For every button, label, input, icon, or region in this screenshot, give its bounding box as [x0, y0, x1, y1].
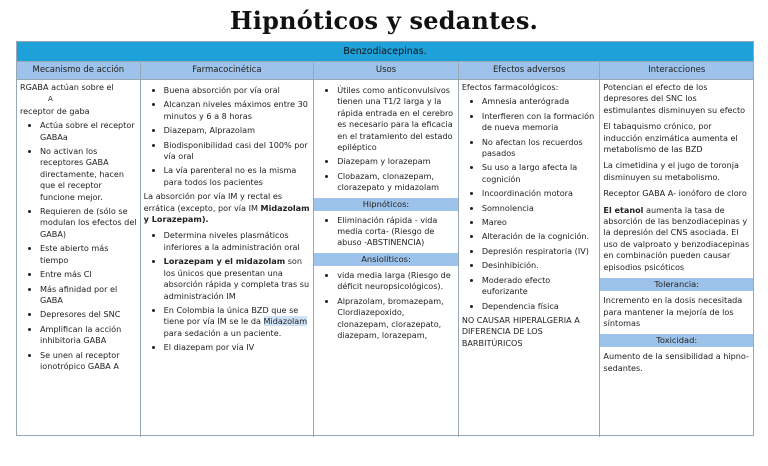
intro-part: receptor de gaba	[20, 105, 90, 116]
interaccion-paragraph: Aumento de la sensibilidad a hipno-sedantes.	[603, 351, 749, 373]
usos-list-2	[317, 215, 455, 249]
item-text: para sedación a un paciente.	[163, 327, 282, 338]
list-item: • Alprazolam, bromazepam, Clordiazepoxido, clonazepam, clorazepato, diazepam, lorazepam,	[337, 296, 455, 342]
list-item: • Útiles como anticonvulsivos tienen una T1/2 larga y la rápida entrada en el cerebro es necesario para la eficacia en el tratamiento del estado epiléptico	[337, 85, 455, 153]
adversos-list	[462, 96, 597, 312]
intro-part: RGABA	[20, 82, 49, 92]
usos-list-1	[317, 85, 455, 194]
list-item: • La vía parenteral no es la misma para todos los pacientes	[164, 165, 311, 188]
farmaco-paragraph	[144, 191, 311, 225]
list-item: • Incoordinación motora	[482, 188, 597, 199]
header-usos: Usos	[314, 62, 459, 79]
usos-list-3	[317, 270, 455, 341]
list-item: • Somnolencia	[482, 203, 597, 214]
list-item: • Buena absorción por vía oral	[164, 85, 311, 96]
adversos-intro: Efectos farmacológicos:	[461, 82, 559, 92]
column-farmacocinetica	[141, 80, 315, 437]
list-item: • Desinhibición.	[482, 260, 597, 271]
farmaco-list-1	[144, 85, 311, 188]
header-farmacocinetica: Farmacocinética	[141, 62, 315, 79]
list-item: • Requieren de (sólo se modulan los efectos del GABA)	[40, 206, 137, 240]
subheader-tolerancia: Tolerancia:	[600, 278, 753, 291]
item-text: En Colombia la única BZD que se tiene por vía IM se le da	[163, 304, 299, 327]
list-item: • Amnesia anterógrada	[482, 96, 597, 107]
list-item: • Depresores del SNC	[40, 309, 137, 320]
paragraph-bold: Midazolam y Lorazepam).	[143, 202, 310, 225]
list-item: • Amplifican la acción inhibitoria GABA	[40, 324, 137, 347]
list-item: • Dependencia física	[482, 301, 597, 312]
list-item: • Mareo	[482, 217, 597, 228]
intro-part: actúan sobre el	[51, 82, 114, 92]
column-usos	[314, 80, 459, 437]
mecanismo-list	[20, 120, 137, 372]
header-interacciones: Interacciones	[648, 65, 706, 75]
list-item: • vida media larga (Riesgo de déficit neuropsicológicos).	[337, 270, 455, 293]
mecanismo-intro	[20, 82, 137, 117]
list-item: • Clobazam, clonazepam, clorazepato y midazolam	[337, 171, 455, 194]
list-item: • Eliminación rápida - vida media corta- (Riesgo de abuso -ABSTINENCIA)	[337, 215, 455, 249]
list-item: • Actúa sobre el receptor GABAa	[40, 120, 137, 143]
list-item	[164, 256, 311, 302]
interaccion-paragraph: Incremento en la dosis necesitada para mantener la mejoría de los síntomas	[603, 295, 743, 328]
farmaco-list-2	[144, 230, 311, 353]
interaccion-paragraph: La cimetidina y el jugo de toronja disminuyen su metabolismo.	[603, 160, 739, 182]
header-mecanismo: Mecanismo de acción	[17, 62, 141, 79]
adversos-note: NO CAUSAR HIPERALGERIA A DIFERENCIA DE LOS BARBITÚRICOS	[461, 314, 580, 348]
header-efectos-adversos: Efectos adversos	[459, 62, 601, 79]
benzodiazepine-table	[16, 41, 754, 436]
interaccion-paragraph: Receptor GABA A- ionóforo de cloro	[603, 188, 747, 199]
list-item: • Moderado efecto euforizante	[482, 275, 597, 298]
subheader-hipnoticos: Hipnóticos:	[314, 198, 458, 211]
list-item: • Depresión respiratoria (IV)	[482, 246, 597, 257]
list-item: • Biodisponibilidad casi del 100% por vía oral	[164, 140, 311, 163]
list-item: • Determina niveles plasmáticos inferiores a la administración oral	[164, 230, 311, 253]
page-title: Hipnóticos y sedantes.	[229, 6, 539, 35]
list-item: • No afectan los recuerdos pasados	[482, 137, 597, 160]
list-item	[164, 305, 311, 339]
bold-text: El etanol	[603, 204, 644, 215]
table-banner: Benzodiacepinas.	[17, 42, 753, 62]
column-mecanismo	[17, 80, 141, 437]
intro-subscript: A	[48, 95, 53, 104]
list-item: • Este abierto más tiempo	[40, 243, 137, 266]
list-item: • Más afinidad por el GABA	[40, 284, 137, 307]
list-item: • El diazepam por vía IV	[164, 342, 311, 353]
paragraph-text: La absorción por vía IM y rectal es errática (excepto, por vía IM	[143, 191, 283, 213]
subheader-toxicidad: Toxicidad:	[600, 334, 753, 347]
header-row	[17, 62, 753, 80]
list-item: • Alcanzan niveles máximos entre 30 minutos y 6 a 8 horas	[164, 99, 311, 122]
interaccion-paragraph: El tabaquismo crónico, por inducción enzimática aumenta el metabolismo de las BZD	[603, 121, 738, 155]
list-item: • Su uso a largo afecta la cognición	[482, 162, 597, 185]
list-item: • Se unen al receptor ionotrópico GABA A	[40, 350, 137, 373]
list-item: • Diazepam, Alprazolam	[164, 125, 311, 136]
list-item: • No activan los receptores GABA directamente, hacen que el receptor funcione mejor.	[40, 146, 137, 203]
list-item: • Entre más Cl	[40, 269, 137, 280]
interaccion-paragraph: Potencian el efecto de los depresores del SNC los estimulantes disminuyen su efecto	[603, 82, 746, 115]
bold-text: Lorazepam y el midazolam	[163, 256, 286, 267]
subheader-ansioliticos: Ansiolíticos:	[314, 253, 458, 266]
highlighted-text: Midazolam	[263, 316, 308, 327]
item-text: son los únicos que presentan una absorción rápida y completa tras su administración IM	[163, 256, 310, 301]
column-interacciones	[600, 80, 753, 437]
list-item: • Diazepam y lorazepam	[337, 156, 455, 167]
column-efectos-adversos	[459, 80, 601, 437]
list-item: • Interfieren con la formación de nueva memoria	[482, 111, 597, 134]
list-item: • Alteración de la cognición.	[482, 231, 597, 242]
interaccion-paragraph	[603, 205, 750, 273]
paragraph-text: aumenta la tasa de absorción de las benzodiacepinas y la depresión del CNS asociada. El uso de valproato y benzodiacepinas en combinación pueden causar episodios psicóticos	[603, 204, 750, 272]
